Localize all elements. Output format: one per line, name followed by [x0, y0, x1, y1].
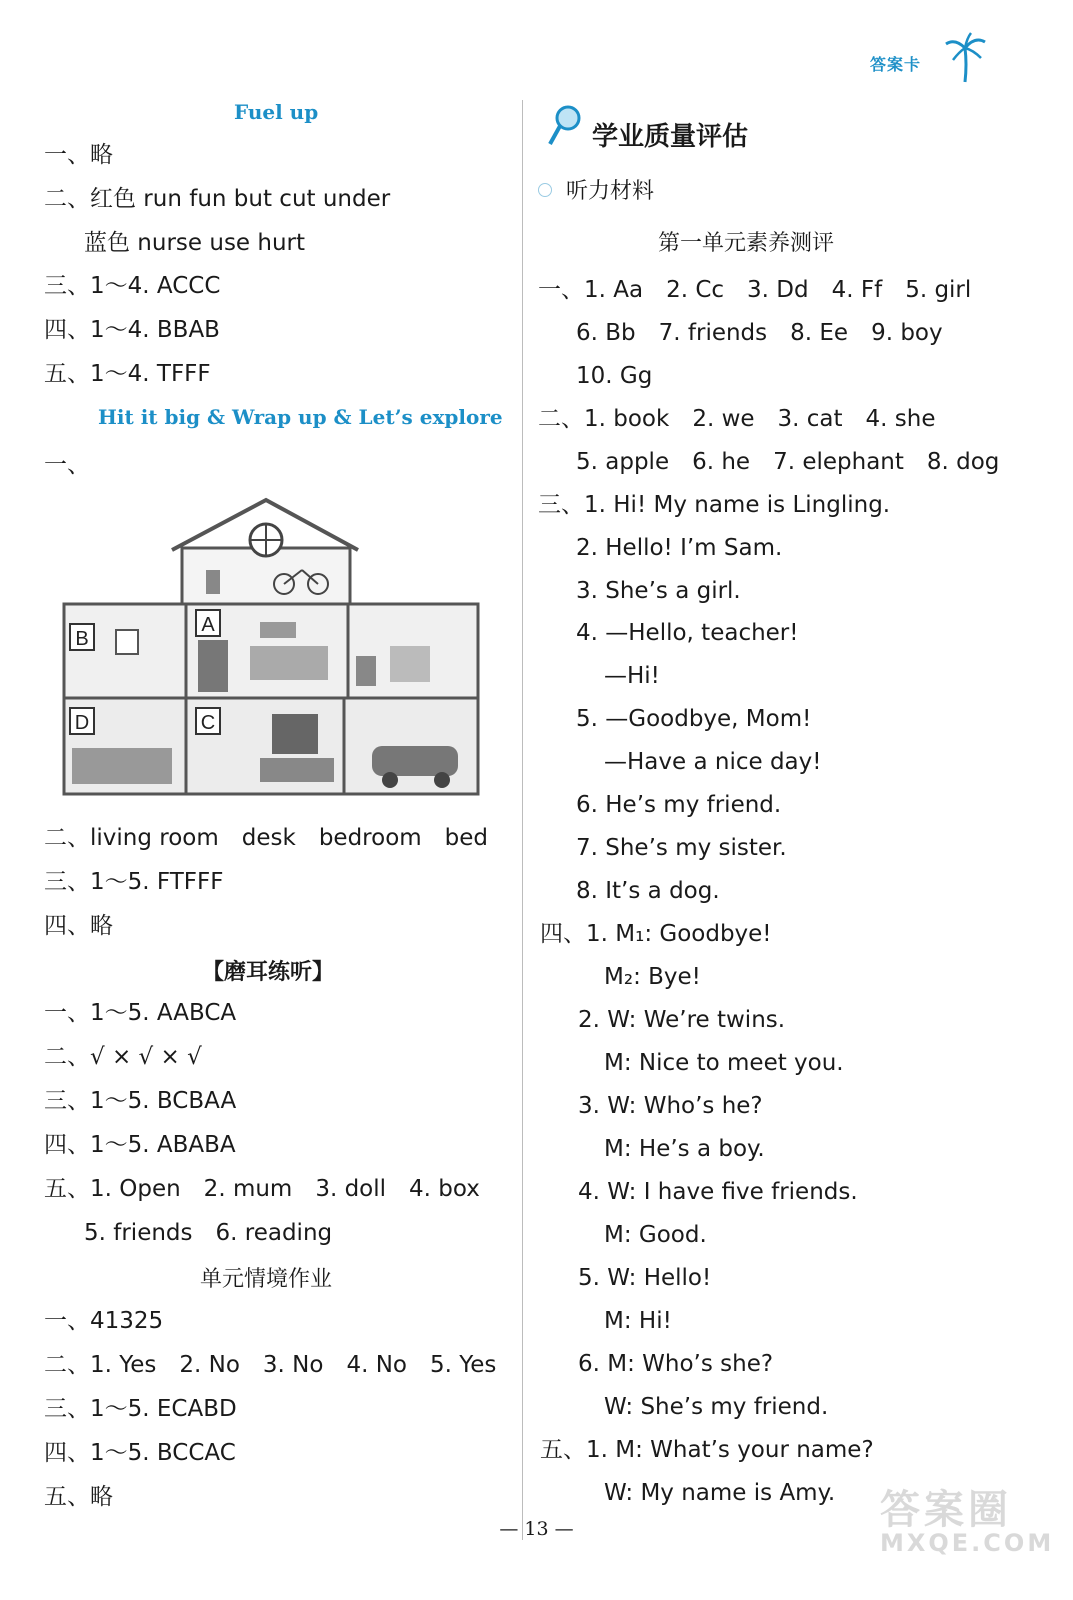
answer-line: 10. Gg	[576, 363, 653, 389]
answer-line: 一、1. Aa 2. Cc 3. Dd 4. Ff 5. girl	[538, 277, 972, 303]
answer-line: M: Good.	[604, 1222, 707, 1248]
answer-line: 三、1～4. ACCC	[44, 273, 221, 299]
answer-line: 二、1. Yes 2. No 3. No 4. No 5. Yes	[44, 1352, 497, 1378]
house-label-b: B	[75, 628, 89, 650]
answer-line: M: Nice to meet you.	[604, 1050, 844, 1076]
answer-line: 一、41325	[44, 1308, 164, 1334]
answer-line: 一、1～5. AABCA	[44, 1000, 237, 1026]
answer-line: 四、1～5. ABABA	[44, 1132, 236, 1158]
answer-line: 二、√ × √ × √	[44, 1044, 202, 1070]
answer-line: 五、略	[44, 1484, 113, 1510]
answer-line: 四、略	[44, 913, 113, 939]
answer-line: 5. —Goodbye, Mom!	[576, 706, 812, 732]
answer-line: W: She’s my friend.	[604, 1394, 829, 1420]
answer-line: M: He’s a boy.	[604, 1136, 765, 1162]
answer-line: 6. M: Who’s she?	[578, 1351, 774, 1377]
watermark-text: 答案圈	[880, 1487, 1012, 1533]
answer-line: 三、1～5. BCBAA	[44, 1088, 237, 1114]
answer-line: 5. apple 6. he 7. elephant 8. dog	[576, 449, 1000, 475]
answer-line: 3. She’s a girl.	[576, 578, 741, 604]
unit-homework-title: 单元情境作业	[200, 1267, 333, 1292]
answer-line: 三、1. Hi! My name is Lingling.	[538, 492, 891, 518]
assessment-title: 学业质量评估	[592, 122, 749, 152]
answer-line: 8. It’s a dog.	[576, 878, 720, 904]
answer-line: 二、living room desk bedroom bed	[44, 825, 489, 851]
answer-line: 一、	[44, 452, 90, 478]
page-number: — 13 —	[499, 1518, 574, 1540]
answer-line: 三、1～5. ECABD	[44, 1396, 237, 1422]
palm-tree-icon	[945, 32, 987, 84]
answer-line: 5. friends 6. reading	[84, 1220, 333, 1246]
answer-line: 二、红色 run fun but cut under	[44, 186, 391, 212]
answer-line: 四、1～5. BCCAC	[44, 1440, 236, 1466]
answer-line: M₂: Bye!	[604, 964, 701, 990]
hit-it-big-title: Hit it big & Wrap up & Let’s explore	[98, 405, 503, 429]
answer-line: 4. W: I have five friends.	[578, 1179, 858, 1205]
house-label-d: D	[74, 712, 90, 734]
answer-line: 4. —Hello, teacher!	[576, 620, 799, 646]
answer-line: 四、1. M₁: Goodbye!	[540, 921, 772, 947]
fuel-up-title: Fuel up	[234, 100, 319, 124]
answer-line: —Have a nice day!	[604, 749, 822, 775]
house-picture	[60, 496, 482, 800]
unit-test-title: 第一单元素养测评	[658, 231, 835, 256]
house-label-a: A	[201, 614, 215, 636]
answer-line: 五、1. M: What’s your name?	[540, 1437, 874, 1463]
answer-line: 6. Bb 7. friends 8. Ee 9. boy	[576, 320, 943, 346]
answer-line: 五、1. Open 2. mum 3. doll 4. box	[44, 1176, 480, 1202]
answer-line: 四、1～4. BBAB	[44, 317, 220, 343]
answer-line: M: Hi!	[604, 1308, 672, 1334]
watermark-logo	[880, 1478, 1054, 1557]
header-label: 答案卡	[870, 55, 922, 74]
answer-line: 6. He’s my friend.	[576, 792, 782, 818]
answer-line: 二、1. book 2. we 3. cat 4. she	[538, 406, 936, 432]
moer-title: 【磨耳练听】	[202, 960, 335, 985]
answer-line: 7. She’s my sister.	[576, 835, 787, 861]
bullet-icon	[538, 183, 552, 197]
column-divider	[522, 100, 523, 1540]
answer-line: W: My name is Amy.	[604, 1480, 836, 1506]
listening-subtitle: 听力材料	[566, 179, 655, 204]
answer-line: 5. W: Hello!	[578, 1265, 712, 1291]
answer-line: —Hi!	[604, 663, 660, 689]
magnifier-icon	[546, 104, 584, 148]
answer-line: 五、1～4. TFFF	[44, 361, 211, 387]
answer-line: 2. W: We’re twins.	[578, 1007, 786, 1033]
answer-line: 一、略	[44, 142, 113, 168]
answer-line: 三、1～5. FTFFF	[44, 869, 224, 895]
answer-line: 蓝色 nurse use hurt	[84, 230, 306, 256]
answer-line: 3. W: Who’s he?	[578, 1093, 763, 1119]
answer-line: 2. Hello! I’m Sam.	[576, 535, 783, 561]
watermark-url: MXQE.COM	[880, 1529, 1055, 1557]
house-label-c: C	[200, 712, 216, 734]
